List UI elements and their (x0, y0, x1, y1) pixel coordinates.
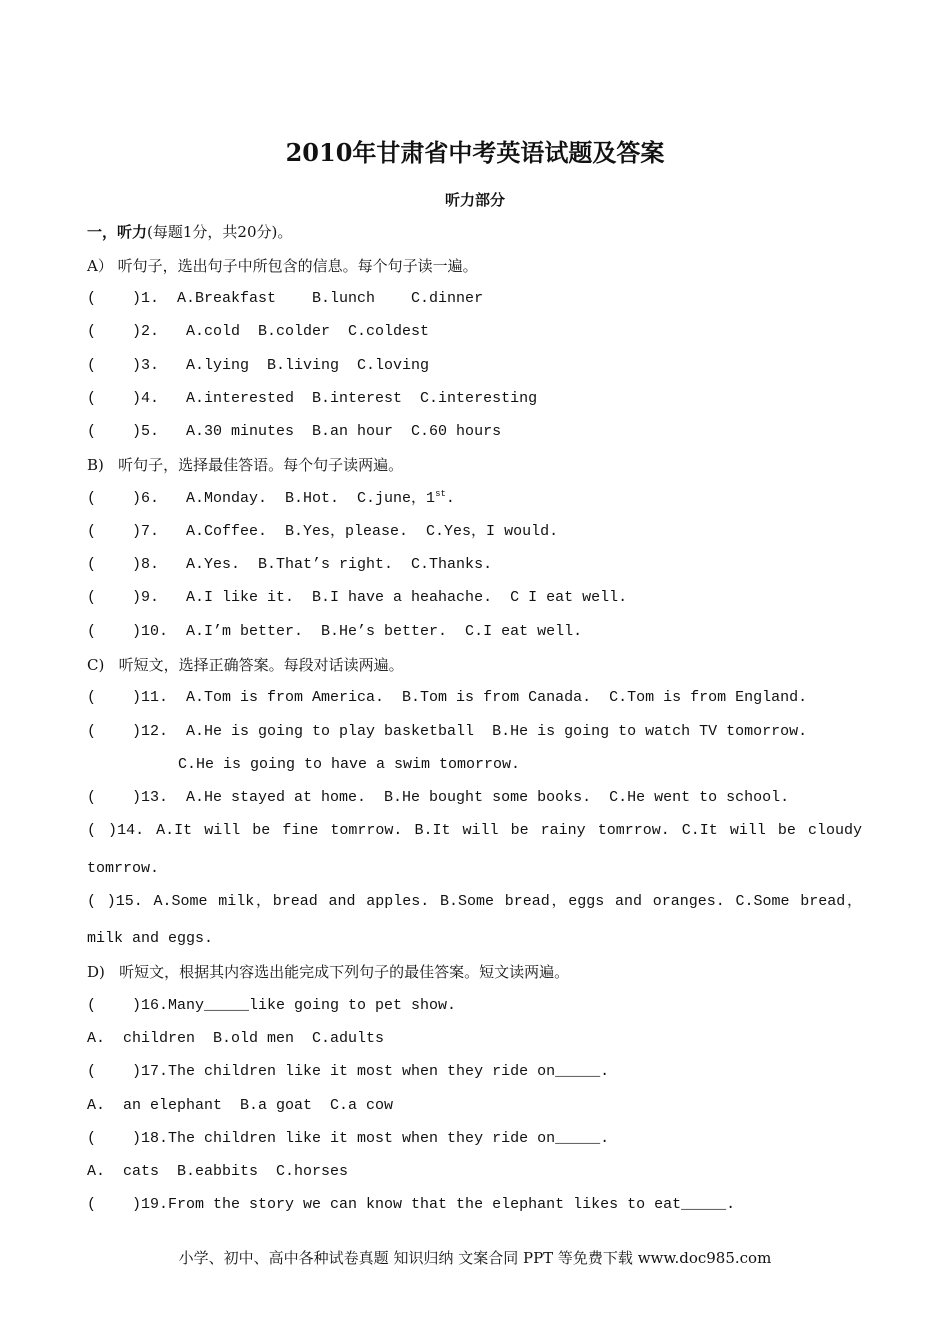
question-14: ( )14. A.It will be fine tomrrow. B.It will be rainy tomrrow. C.It will be cloudy (87, 822, 862, 839)
question-9: ( )9. A.I like it. B.I have a heahache. C I eat well. (87, 589, 628, 606)
question-6-superscript: st (435, 489, 446, 499)
section-heading (87, 222, 292, 242)
question-6-text: ( )6. A.Monday. B.Hot. C.june，1 (87, 490, 436, 507)
page-title: 2010年甘肃省中考英语试题及答案 (285, 138, 665, 167)
question-3: ( )3. A.lying B.living C.loving (87, 357, 430, 374)
question-18: ( )18.The children like it most when they ride on_____. (87, 1130, 610, 1147)
section-subtitle: 听力部分 (444, 191, 505, 209)
part-d-instruction: D) 听短文，根据其内容选出能完成下列句子的最佳答案。短文读两遍。 (87, 963, 570, 981)
question-18-options: A. cats B.eabbits C.horses (87, 1163, 349, 1180)
question-6 (87, 489, 455, 509)
question-16-options: A. children B.old men C.adults (87, 1030, 385, 1047)
part-a-instruction: A） 听句子，选出句子中所包含的信息。每个句子读一遍。 (87, 257, 478, 275)
question-10: ( )10. A.I’m better. B.He’s better. C.I eat well. (87, 623, 583, 640)
question-19: ( )19.From the story we can know that the elephant likes to eat_____. (87, 1196, 736, 1213)
question-13: ( )13. A.He stayed at home. B.He bought some books. C.He went to school. (87, 789, 790, 806)
part-b-instruction: B) 听句子，选择最佳答语。每个句子读两遍。 (87, 456, 404, 474)
section-heading-bold: 一，听力 (87, 223, 148, 241)
question-17: ( )17.The children like it most when they ride on_____. (87, 1063, 610, 1080)
question-4: ( )4. A.interested B.interest C.interesting (87, 390, 538, 407)
question-16: ( )16.Many_____like going to pet show. (87, 997, 457, 1014)
question-6-end: . (445, 490, 455, 507)
question-11: ( )11. A.Tom is from America. B.Tom is from Canada. C.Tom is from England. (87, 689, 808, 706)
question-7: ( )7. A.Coffee. B.Yes，please. C.Yes，I would. (87, 523, 559, 540)
page-footer: 小学、初中、高中各种试卷真题 知识归纳 文案合同 PPT 等免费下载 www.doc985.com (178, 1249, 772, 1267)
question-14-continued: tomrrow. (87, 860, 160, 877)
question-5: ( )5. A.30 minutes B.an hour C.60 hours (87, 423, 502, 440)
question-12-option-c: C.He is going to have a swim tomorrow. (178, 756, 521, 773)
question-15-continued: milk and eggs. (87, 930, 214, 947)
section-heading-rest: (每题1分，共20分)。 (147, 223, 293, 241)
question-1: ( )1. A.Breakfast B.lunch C.dinner (87, 290, 484, 307)
part-c-instruction: C) 听短文，选择正确答案。每段对话读两遍。 (87, 656, 404, 674)
question-8: ( )8. A.Yes. B.That’s right. C.Thanks. (87, 556, 493, 573)
question-2: ( )2. A.cold B.colder C.coldest (87, 323, 430, 340)
question-15: ( )15. A.Some milk，bread and apples. B.Some bread，eggs and oranges. C.Some bread， (87, 893, 862, 910)
question-17-options: A. an elephant B.a goat C.a cow (87, 1097, 394, 1114)
question-12: ( )12. A.He is going to play basketball B.He is going to watch TV tomorrow. (87, 723, 808, 740)
